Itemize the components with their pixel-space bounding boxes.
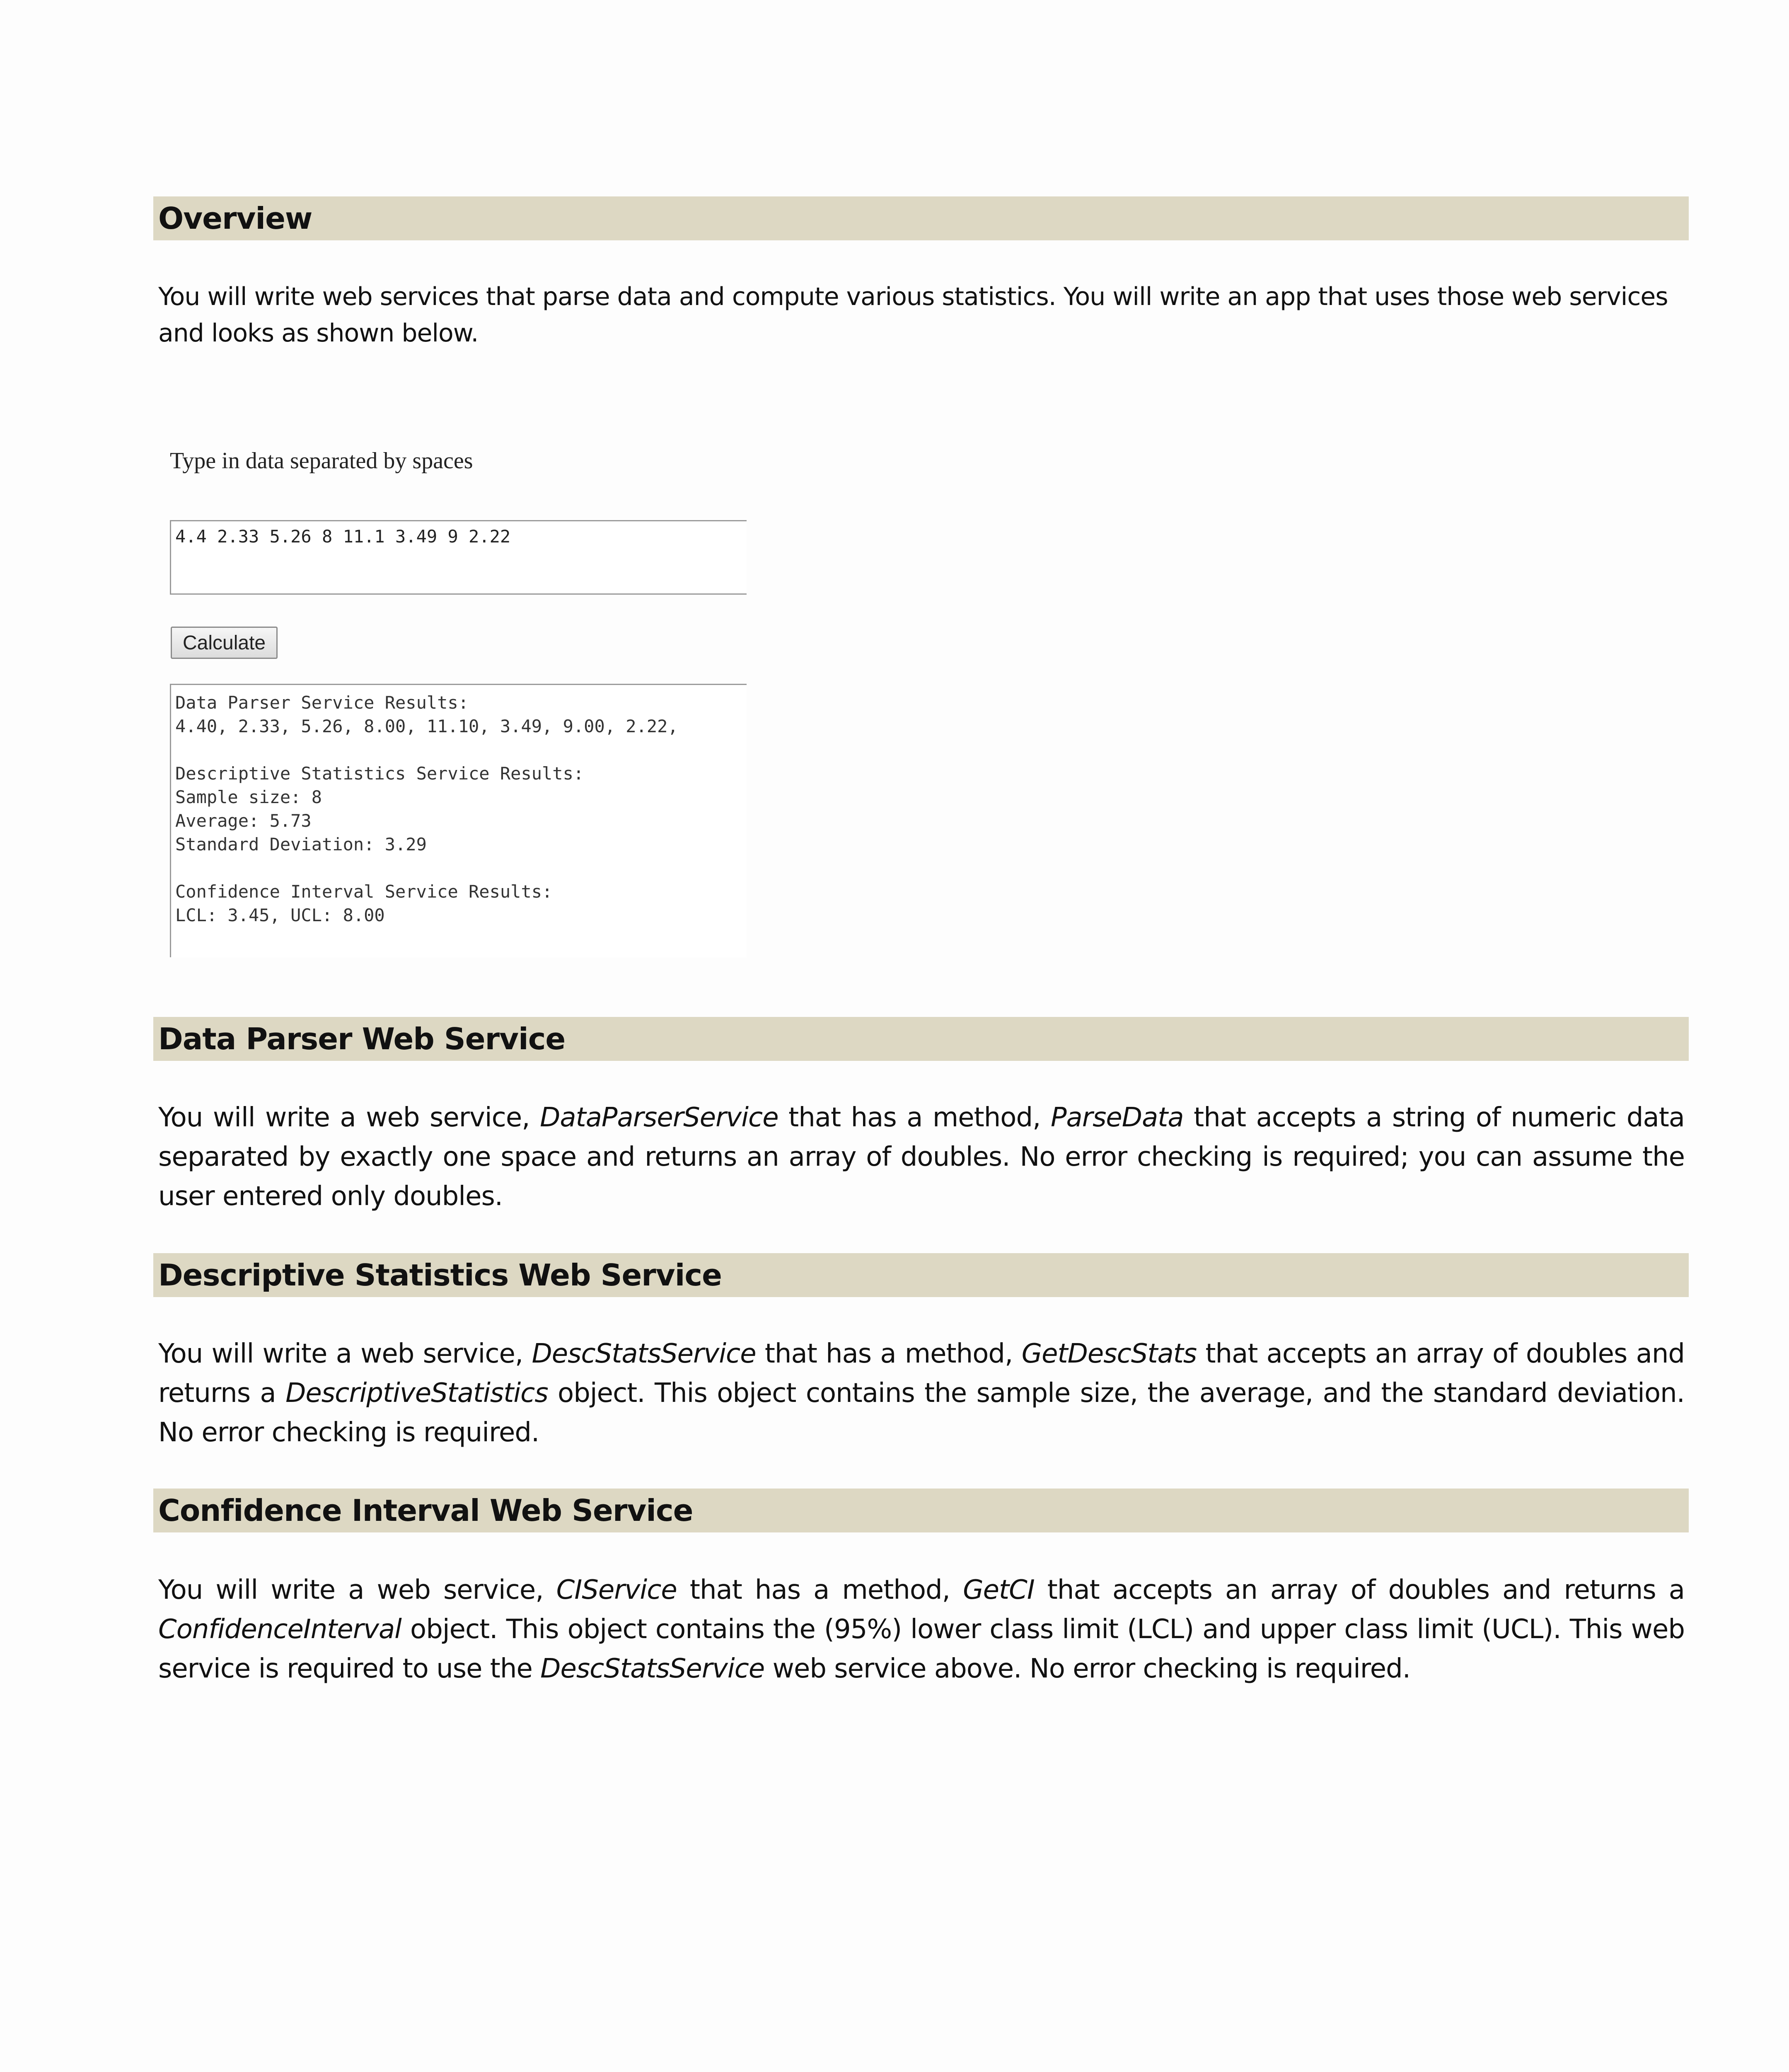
results-output-textarea[interactable]: [170, 684, 747, 957]
desc-stats-heading-bar: [153, 1253, 1689, 1297]
service-name: DescStatsService: [540, 1653, 765, 1684]
text-run: that accepts an array of doubles and returns a: [1034, 1575, 1685, 1605]
text-run: You will write a web service,: [158, 1339, 532, 1369]
text-run: You will write a web service,: [158, 1575, 556, 1605]
calculate-button[interactable]: Calculate: [171, 627, 278, 659]
app-screenshot: [153, 448, 750, 957]
object-name: ConfidenceInterval: [158, 1614, 401, 1645]
service-name: DescStatsService: [532, 1339, 756, 1369]
desc-stats-heading: Descriptive Statistics Web Service: [158, 1258, 722, 1293]
output-line: Sample size: 8: [175, 787, 322, 807]
overview-paragraph: You will write web services that parse data and compute various statistics. You will write an app that uses those web services and looks as shown below.: [158, 282, 1668, 348]
output-line: [175, 856, 742, 880]
text-run: object. This object contains the (95%) lower class limit (LCL) and upper class limit (UCL). This web service is required to use the: [158, 1614, 1685, 1684]
text-run: object. This object contains the sample size, the average, and the standard deviation. No error checking is required.: [158, 1378, 1685, 1448]
overview-heading-bar: [153, 196, 1689, 240]
method-name: ParseData: [1050, 1102, 1184, 1133]
text-run: that has a method,: [778, 1102, 1051, 1133]
data-parser-heading-bar: [153, 1017, 1689, 1061]
output-line: 4.40, 2.33, 5.26, 8.00, 11.10, 3.49, 9.00, 2.22,: [175, 716, 678, 736]
method-name: GetDescStats: [1021, 1339, 1197, 1369]
output-line: LCL: 3.45, UCL: 8.00: [175, 905, 385, 925]
output-line: Data Parser Service Results:: [175, 692, 469, 713]
desc-stats-paragraph: [158, 1334, 1685, 1452]
confidence-heading-bar: [153, 1489, 1689, 1532]
text-run: web service above. No error checking is required.: [764, 1653, 1411, 1684]
text-run: that accepts an array of doubles and returns a: [158, 1339, 1685, 1409]
output-line: Descriptive Statistics Service Results:: [175, 763, 584, 784]
data-parser-heading: Data Parser Web Service: [158, 1021, 566, 1056]
service-name: DataParserService: [540, 1102, 778, 1133]
text-run: that has a method,: [756, 1339, 1022, 1369]
text-run: that has a method,: [677, 1575, 963, 1605]
text-run: You will write a web service,: [158, 1102, 540, 1133]
confidence-heading: Confidence Interval Web Service: [158, 1493, 693, 1528]
text-run: that accepts a string of numeric data separated by exactly one space and returns an array of doubles. No error checking is required; you can assume the user entered only doubles.: [158, 1102, 1685, 1212]
output-line: Standard Deviation: 3.29: [175, 834, 427, 854]
overview-heading: Overview: [158, 201, 312, 236]
method-name: GetCI: [963, 1575, 1035, 1605]
data-input-textarea[interactable]: 4.4 2.33 5.26 8 11.1 3.49 9 2.22: [170, 520, 747, 595]
data-prompt-label: Type in data separated by spaces: [170, 448, 473, 474]
object-name: DescriptiveStatistics: [285, 1378, 548, 1409]
output-line: [175, 738, 742, 762]
confidence-paragraph: [158, 1571, 1685, 1689]
data-parser-paragraph: [158, 1098, 1685, 1216]
output-line: Average: 5.73: [175, 811, 312, 831]
output-line: Confidence Interval Service Results:: [175, 881, 553, 902]
service-name: CIService: [556, 1575, 677, 1605]
